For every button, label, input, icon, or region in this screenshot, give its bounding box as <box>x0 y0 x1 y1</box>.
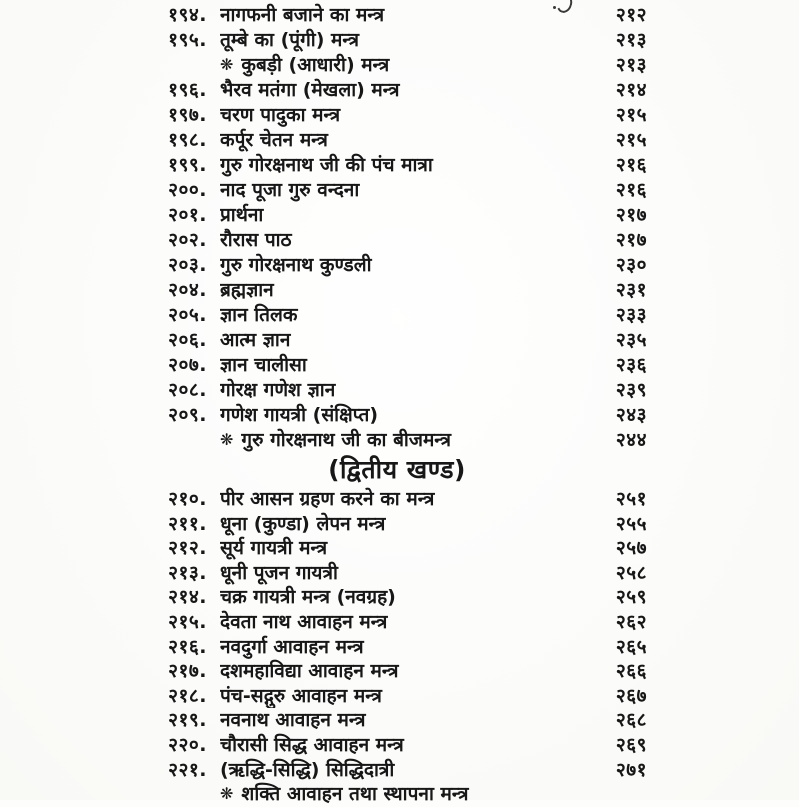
entry-title <box>220 378 589 403</box>
entry-page-number: २१३ <box>615 54 647 76</box>
entry-page-number: २३९ <box>615 379 647 401</box>
entry-title-text: गुरु गोरक्षनाथ जी का बीजमन्त्र <box>241 429 451 451</box>
entry-number: २०२. <box>168 229 207 251</box>
entry-title <box>220 153 589 178</box>
entry-page-number: २३३ <box>615 304 647 326</box>
entry-number: १९५. <box>168 29 207 51</box>
entry-number: २०८. <box>168 379 207 401</box>
toc-row <box>147 428 647 453</box>
toc-row <box>147 659 647 684</box>
entry-title-text: चौरासी सिद्ध आवाहन मन्त्र <box>220 733 404 756</box>
toc-row <box>147 536 647 561</box>
entry-title <box>220 733 589 758</box>
entry-page-number: २५५ <box>615 512 647 535</box>
entry-title <box>220 635 589 660</box>
entry-title-text: (ऋद्धि-सिद्धि) सिद्धिदात्री <box>220 758 395 781</box>
entry-title-text: चक्र गायत्री मन्त्र (नवग्रह) <box>220 586 396 609</box>
toc-row <box>147 203 647 228</box>
entry-title <box>220 561 589 586</box>
toc-row <box>147 303 647 328</box>
entry-title-text: नाद पूजा गुरु वन्दना <box>220 179 360 201</box>
entry-title-text: पंच-सद्गुरु आवाहन मन्त्र <box>220 684 382 707</box>
entry-page-number: २६८ <box>615 709 647 732</box>
entry-page-number: २१७ <box>615 204 647 226</box>
entry-title-text: गुरु गोरक्षनाथ कुण्डली <box>220 254 372 276</box>
entry-title-text: भैरव मतंगा (मेखला) मन्त्र <box>220 79 400 101</box>
entry-page-number: २१२ <box>615 4 647 26</box>
entry-title-text: प्रार्थना <box>220 204 264 226</box>
entry-title <box>220 253 589 278</box>
toc-row <box>147 487 647 512</box>
flower-bullet-icon: ❋ <box>220 430 234 449</box>
entry-number: २०६. <box>168 329 207 351</box>
entry-title <box>220 758 589 783</box>
entry-page-number: २६९ <box>615 733 647 756</box>
entry-page-number: २५१ <box>615 488 647 510</box>
entry-title-text: कुबड़ी (आधारी) मन्त्र <box>241 54 390 76</box>
entry-title <box>220 536 589 561</box>
toc-row <box>147 561 647 586</box>
entry-number: २१७. <box>168 660 207 683</box>
entry-number: २१६. <box>168 635 207 658</box>
entry-page-number: २६६ <box>615 660 647 683</box>
entry-number: १९४. <box>168 4 207 26</box>
entry-title <box>220 53 589 78</box>
entry-number: १९८. <box>168 129 207 151</box>
entry-title <box>220 178 589 203</box>
entry-number: २२०. <box>168 733 207 756</box>
entry-number: २१३. <box>168 561 207 584</box>
entry-title <box>220 203 589 228</box>
entry-title <box>220 128 589 153</box>
entry-title <box>220 353 589 378</box>
entry-page-number: २३१ <box>615 279 647 301</box>
toc-row <box>147 3 647 28</box>
toc-row <box>147 328 647 353</box>
entry-page-number: २४३ <box>615 404 647 426</box>
entry-title <box>220 782 589 807</box>
entry-number: २१९. <box>168 709 207 732</box>
entry-number: २२१. <box>168 758 207 781</box>
entry-number: १९९. <box>168 154 207 176</box>
entry-page-number: २५७ <box>615 537 647 560</box>
toc-row <box>147 403 647 428</box>
entry-page-number: २१६ <box>615 179 647 201</box>
entry-title-text: तूम्बे का (पूंगी) मन्त्र <box>220 29 360 51</box>
entry-page-number: २१४ <box>615 79 647 101</box>
entry-title <box>220 487 589 512</box>
entry-title <box>220 428 589 453</box>
entry-number: २००. <box>168 179 207 201</box>
entry-number: २०१. <box>168 204 207 226</box>
entry-number: २०९. <box>168 404 207 426</box>
toc-row <box>147 353 647 378</box>
toc-row <box>147 585 647 610</box>
entry-number: २०४. <box>168 279 207 301</box>
entry-title <box>220 228 589 253</box>
entry-title-text: सूर्य गायत्री मन्त्र <box>220 537 328 560</box>
entry-page-number: २५९ <box>615 586 647 609</box>
entry-page-number: २७१ <box>615 758 647 781</box>
entry-title-text: शक्ति आवाहन तथा स्थापना मन्त्र <box>241 782 469 805</box>
entry-title <box>220 659 589 684</box>
entry-number: २१५. <box>168 610 207 633</box>
entry-title-text: नागफनी बजाने का मन्त्र <box>220 4 385 26</box>
entry-page-number: २५८ <box>615 561 647 584</box>
toc-row <box>147 684 647 709</box>
toc-row <box>147 758 647 783</box>
entry-page-number: २१५ <box>615 129 647 151</box>
entry-number: १९७. <box>168 104 207 126</box>
entry-title-text: गोरक्ष गणेश ज्ञान <box>220 379 336 401</box>
entry-title-text: आत्म ज्ञान <box>220 329 291 351</box>
toc-row <box>147 378 647 403</box>
entry-page-number: २६२ <box>615 610 647 633</box>
entry-page-number: २६७ <box>615 684 647 707</box>
entry-title-text: ब्रह्मज्ञान <box>220 279 274 301</box>
entry-page-number: २३० <box>615 254 647 276</box>
entry-title <box>220 278 589 303</box>
toc-row <box>147 228 647 253</box>
entry-title-text: ज्ञान चालीसा <box>220 354 307 376</box>
entry-title-text: कर्पूर चेतन मन्त्र <box>220 129 328 151</box>
toc-section-first <box>147 3 647 453</box>
entry-number: २१२. <box>168 537 207 560</box>
entry-number: २१४. <box>168 586 207 609</box>
toc-row <box>147 512 647 537</box>
entry-page-number: २१६ <box>615 154 647 176</box>
flower-bullet-icon: ❋ <box>220 783 234 803</box>
flower-bullet-icon: ❋ <box>220 55 234 74</box>
toc-section-second <box>147 487 647 807</box>
toc-row <box>147 782 647 807</box>
entry-title <box>220 684 589 709</box>
entry-title <box>220 303 589 328</box>
entry-title <box>220 585 589 610</box>
entry-title <box>220 610 589 635</box>
entry-title <box>220 512 589 537</box>
entry-title-text: रौरास पाठ <box>220 229 292 251</box>
entry-title-text: धूनी पूजन गायत्री <box>220 561 338 584</box>
entry-number: २०५. <box>168 304 207 326</box>
entry-title <box>220 328 589 353</box>
entry-title <box>220 3 589 28</box>
toc-row <box>147 178 647 203</box>
entry-title-text: ज्ञान तिलक <box>220 304 298 326</box>
toc-row <box>147 708 647 733</box>
toc-row <box>147 635 647 660</box>
toc-row <box>147 128 647 153</box>
entry-number: २०७. <box>168 354 207 376</box>
entry-page-number: २१३ <box>615 29 647 51</box>
toc-row <box>147 28 647 53</box>
entry-title-text: नवनाथ आवाहन मन्त्र <box>220 709 366 732</box>
entry-title-text: गुरु गोरक्षनाथ जी की पंच मात्रा <box>220 154 433 176</box>
toc-row <box>147 253 647 278</box>
entry-number: २०३. <box>168 254 207 276</box>
entry-page-number: २३६ <box>615 354 647 376</box>
toc-row <box>147 78 647 103</box>
toc-row <box>147 733 647 758</box>
section-heading: (द्वितीय खण्ड) <box>328 455 466 484</box>
entry-title <box>220 28 589 53</box>
entry-page-number: २१५ <box>615 104 647 126</box>
entry-page-number: २४४ <box>615 429 647 451</box>
toc-row <box>147 53 647 78</box>
entry-title-text: दशमहाविद्या आवाहन मन्त्र <box>220 660 399 683</box>
entry-number: २१८. <box>168 684 207 707</box>
toc-row <box>147 103 647 128</box>
entry-page-number: २३५ <box>615 329 647 351</box>
entry-title-text: पीर आसन ग्रहण करने का मन्त्र <box>220 488 435 510</box>
toc-row <box>147 278 647 303</box>
entry-title <box>220 403 589 428</box>
entry-title-text: धूना (कुण्डा) लेपन मन्त्र <box>220 512 386 535</box>
entry-title <box>220 708 589 733</box>
entry-number: २११. <box>168 512 207 535</box>
entry-page-number: २६५ <box>615 635 647 658</box>
entry-title-text: नवदुर्गा आवाहन मन्त्र <box>220 635 364 658</box>
entry-title <box>220 103 589 128</box>
entry-title <box>220 78 589 103</box>
entry-title-text: देवता नाथ आवाहन मन्त्र <box>220 610 388 633</box>
entry-page-number: २१७ <box>615 229 647 251</box>
entry-number: १९६. <box>168 79 207 101</box>
entry-title-text: चरण पादुका मन्त्र <box>220 104 341 126</box>
toc-row <box>147 610 647 635</box>
toc-row <box>147 153 647 178</box>
entry-number: २१०. <box>168 488 207 510</box>
entry-title-text: गणेश गायत्री (संक्षिप्त) <box>220 404 379 426</box>
